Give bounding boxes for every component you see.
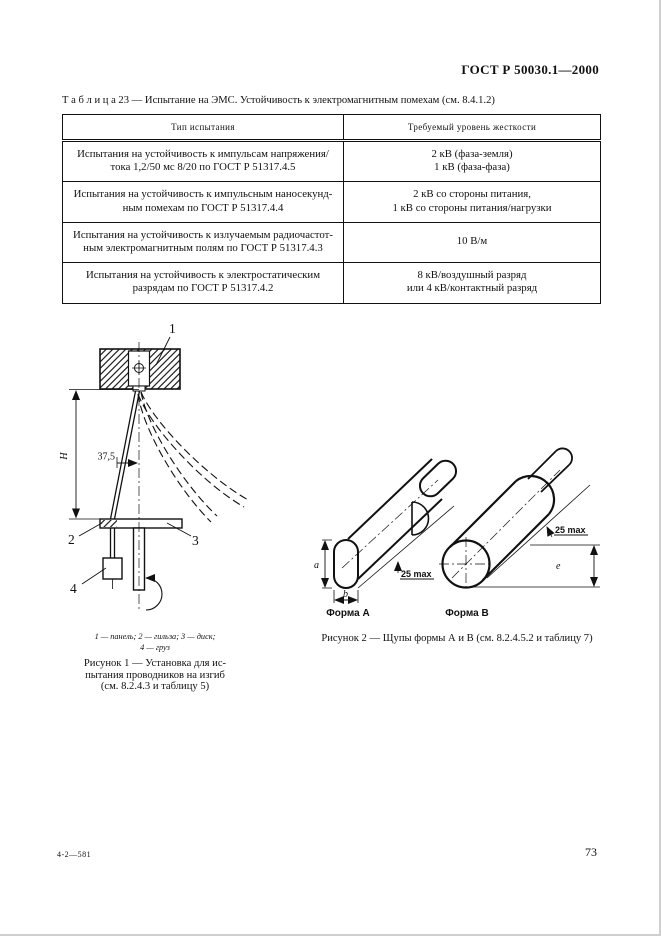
level-cell: [344, 141, 601, 182]
column-header-test-type: Тип испытания: [63, 115, 344, 141]
dimension-b-label: b: [343, 589, 348, 600]
cell-line: 1 кВ со стороны питания/нагрузки: [392, 201, 552, 214]
cell-line: 2 кВ (фаза-земля): [431, 148, 513, 160]
table-row: [63, 182, 601, 222]
test-type-cell: [63, 182, 344, 222]
print-order-mark: 4-2—581: [57, 850, 92, 859]
legend-line: 4 — груз: [140, 643, 170, 652]
cell-line: 10 В/м: [456, 235, 488, 248]
dimension-H: [59, 391, 76, 518]
dimension-37-5: [98, 452, 138, 469]
form-a-label: Форма А: [326, 608, 370, 619]
cell-line: Испытания на устойчивость к импульсным наносекунд-: [73, 188, 333, 201]
dimension-25max-a: [358, 506, 454, 588]
probe-a-axis: [342, 480, 438, 568]
caption-line: Рисунок 1 — Установка для ис-: [83, 658, 227, 669]
dimension-25max-a-label: 25 max: [401, 569, 432, 579]
table-header-row: [63, 115, 601, 141]
level-cell: [344, 182, 601, 222]
cell-line: тока 1,2/50 мс 8/20 по ГОСТ Р 51317.4.5: [110, 161, 296, 174]
callout-weight: 4: [70, 581, 77, 596]
probe-b-centerlines: [439, 470, 560, 591]
cell-line: ным помехам по ГОСТ Р 51317.4.4: [122, 201, 284, 214]
caption-line: пытания проводников на изгиб: [85, 669, 225, 681]
rotation-arrow: [146, 578, 162, 610]
table-row: [63, 222, 601, 262]
cell-line: Испытания на устойчивость к импульсам напряжения/: [77, 148, 329, 160]
figure2-drawing: [312, 440, 612, 630]
test-type-cell: [63, 141, 344, 182]
emc-test-table: [62, 114, 601, 304]
dimension-25max-b: [487, 485, 590, 578]
dimension-a-label: а: [314, 560, 319, 571]
cell-line: 1 кВ (фаза-фаза): [434, 161, 510, 174]
callout-panel: 1: [169, 321, 176, 336]
cell-line: или 4 кВ/контактный разряд: [406, 282, 538, 295]
figure1-drawing: [55, 316, 305, 621]
probe-form-a: [314, 456, 460, 619]
column-header-required-level: Требуемый уровень жесткости: [344, 115, 601, 141]
cell-line: ным электромагнитным полям по ГОСТ Р 51317.4.3: [83, 242, 323, 255]
cell-line: 2 кВ со стороны питания,: [413, 188, 531, 201]
table-row: [63, 141, 601, 182]
figure1-legend: [40, 631, 270, 653]
table-row: [63, 263, 601, 303]
dimension-25max-b-label: 25 max: [555, 525, 586, 535]
table-caption: Т а б л и ц а 23 — Испытание на ЭМС. Устойчивость к электромагнитным помехам (см. 8.4.1.2): [62, 95, 495, 106]
cell-line: 8 кВ/воздушный разряд: [417, 269, 527, 282]
cell-line: Испытания на устойчивость к излучаемым радиочастот-: [73, 228, 333, 241]
cell-line: Испытания на устойчивость к электростатическим: [85, 269, 321, 282]
legend-line: 1 — панель; 2 — гильза; 3 — диск;: [94, 632, 216, 641]
cell-line: разрядам по ГОСТ Р 51317.4.2: [132, 282, 274, 295]
figure1-caption: [40, 658, 270, 693]
caption-line: (см. 8.2.4.3 и таблицу 5): [100, 681, 210, 693]
weight: [103, 558, 122, 589]
dimension-37-5-label: 37,5: [97, 451, 115, 463]
test-type-cell: [63, 222, 344, 262]
disk: [100, 519, 182, 528]
level-cell: [344, 263, 601, 303]
standard-number-header: ГОСТ Р 50030.1—2000: [461, 62, 599, 77]
dimension-e-label: е: [556, 561, 561, 572]
callout-sleeve: 2: [68, 532, 75, 547]
form-b-label: Форма В: [445, 608, 489, 619]
flexible-conductors: [138, 392, 250, 522]
test-type-cell: [63, 263, 344, 303]
level-cell: [344, 222, 601, 262]
callout-disk: 3: [192, 533, 199, 548]
dimension-a: [314, 540, 332, 588]
page-number: 73: [585, 845, 597, 859]
figure2-caption: Рисунок 2 — Щупы формы А и В (см. 8.2.4.5.2 и таблицу 7): [321, 633, 593, 644]
dimension-b: [334, 589, 358, 603]
dimension-H-label: H: [59, 452, 70, 460]
probe-form-b: [439, 448, 600, 619]
